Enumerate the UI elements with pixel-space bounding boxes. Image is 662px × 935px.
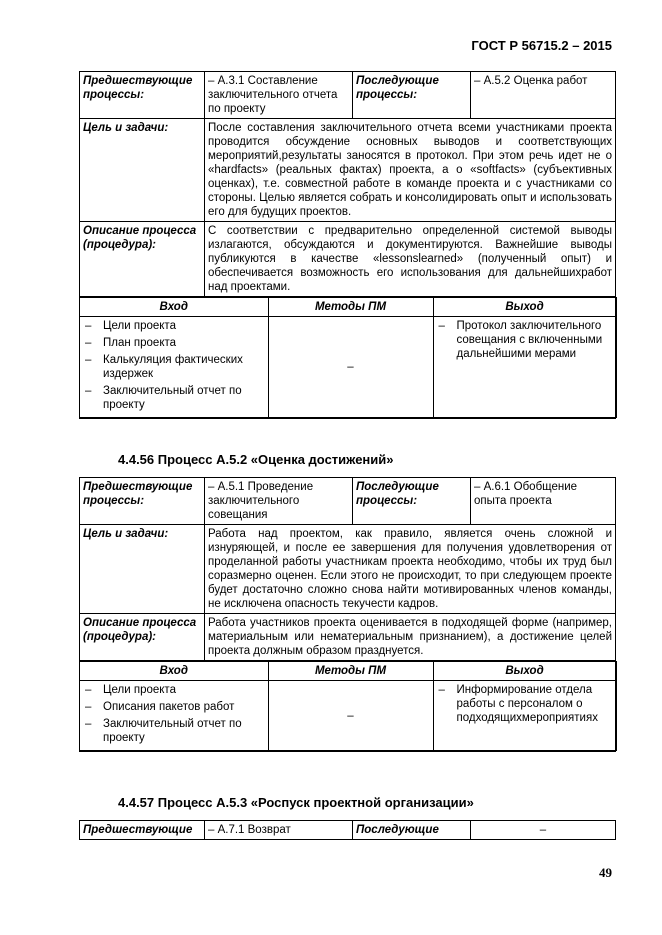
process-table-a52	[79, 477, 616, 752]
next-processes-label: Последующие	[353, 821, 471, 840]
list-item: – Протокол заключительного совещания с включенными дальнейшими мерами	[437, 319, 613, 361]
output-list	[437, 319, 613, 361]
process-table-a51	[79, 71, 616, 419]
description-text: С соответствии с предварительно определенной системой выводы излагаются, обсуждаются и документируются. Важнейшие выводы публикуются в качестве «lessonslearned» (полученный опыт) и обеспечивается возможность его использования для дальнейшихработ над проектами.	[205, 222, 616, 297]
page-number: 49	[599, 865, 612, 880]
prev-processes-value: – А.5.1 Проведение заключительного совещания	[205, 478, 353, 525]
list-item: – Заключительный отчет по проекту	[83, 384, 265, 412]
input-list	[83, 319, 265, 412]
output-list	[437, 683, 613, 725]
methods-header: Методы ПМ	[268, 662, 433, 681]
list-item: – Цели проекта	[83, 319, 265, 333]
input-header: Вход	[80, 662, 268, 681]
goal-text: После составления заключительного отчета всеми участниками проекта проводится обсуждение основных выводов и соответствующих мероприятий,результаты заносятся в протокол. При этом речь идет не о «hardfacts» (реальных фактах) проекта, а о «softfacts» (субъективных оценках), т.е. совместной работе в команде проекта и с участниками со стороны. Целью является собрать и консолидировать опыт и использовать его для будущих проектов.	[205, 119, 616, 222]
list-item: – Калькуляция фактических издержек	[83, 353, 265, 381]
list-item: – Описания пакетов работ	[83, 700, 265, 714]
output-header: Выход	[433, 298, 616, 317]
process-table-a53	[79, 820, 616, 840]
prev-processes-value: – А.3.1 Составление заключительного отчета по проекту	[205, 72, 353, 119]
prev-processes-label: Предшествующие	[80, 821, 205, 840]
description-label: Описание процесса (процедура):	[80, 614, 205, 661]
input-list	[83, 683, 265, 745]
list-item: – Цели проекта	[83, 683, 265, 697]
list-item: – План проекта	[83, 336, 265, 350]
section-heading-4-4-56: 4.4.56 Процесс А.5.2 «Оценка достижений»	[118, 452, 394, 467]
prev-processes-value: – А.7.1 Возврат	[205, 821, 353, 840]
methods-value: –	[268, 681, 433, 751]
methods-header: Методы ПМ	[268, 298, 433, 317]
prev-processes-label: Предшествующие процессы:	[80, 72, 205, 119]
next-processes-value: –	[471, 821, 616, 840]
goal-label: Цель и задачи:	[80, 525, 205, 614]
list-item: – Информирование отдела работы с персоналом о подходящихмероприятиях	[437, 683, 613, 725]
io-table	[80, 297, 617, 418]
description-label: Описание процесса (процедура):	[80, 222, 205, 297]
prev-processes-label: Предшествующие процессы:	[80, 478, 205, 525]
io-table	[80, 661, 617, 751]
input-header: Вход	[80, 298, 268, 317]
description-text: Работа участников проекта оценивается в подходящей форме (например, материальным или нематериальным признанием), а достижение целей проекта должным образом празднуется.	[205, 614, 616, 661]
document-header: ГОСТ Р 56715.2 – 2015	[471, 38, 612, 53]
next-processes-value: – А.6.1 Обобщение опыта проекта	[471, 478, 616, 525]
section-heading-4-4-57: 4.4.57 Процесс А.5.3 «Роспуск проектной организации»	[118, 795, 474, 810]
goal-label: Цель и задачи:	[80, 119, 205, 222]
goal-text: Работа над проектом, как правило, является очень сложной и изнуряющей, и после ее завершения для получения удовлетворения от проделанной работы участникам проекта необходимо, чтобы их труд был соразмерно оценен. Если этого не происходит, то при следующем проекте будет достаточно сложно снова найти мотивированных членов команды, не исключена опасность текучести кадров.	[205, 525, 616, 614]
output-header: Выход	[433, 662, 616, 681]
next-processes-label: Последующие процессы:	[353, 72, 471, 119]
next-processes-value: – А.5.2 Оценка работ	[471, 72, 616, 119]
next-processes-label: Последующие процессы:	[353, 478, 471, 525]
list-item: – Заключительный отчет по проекту	[83, 717, 265, 745]
methods-value: –	[268, 317, 433, 418]
